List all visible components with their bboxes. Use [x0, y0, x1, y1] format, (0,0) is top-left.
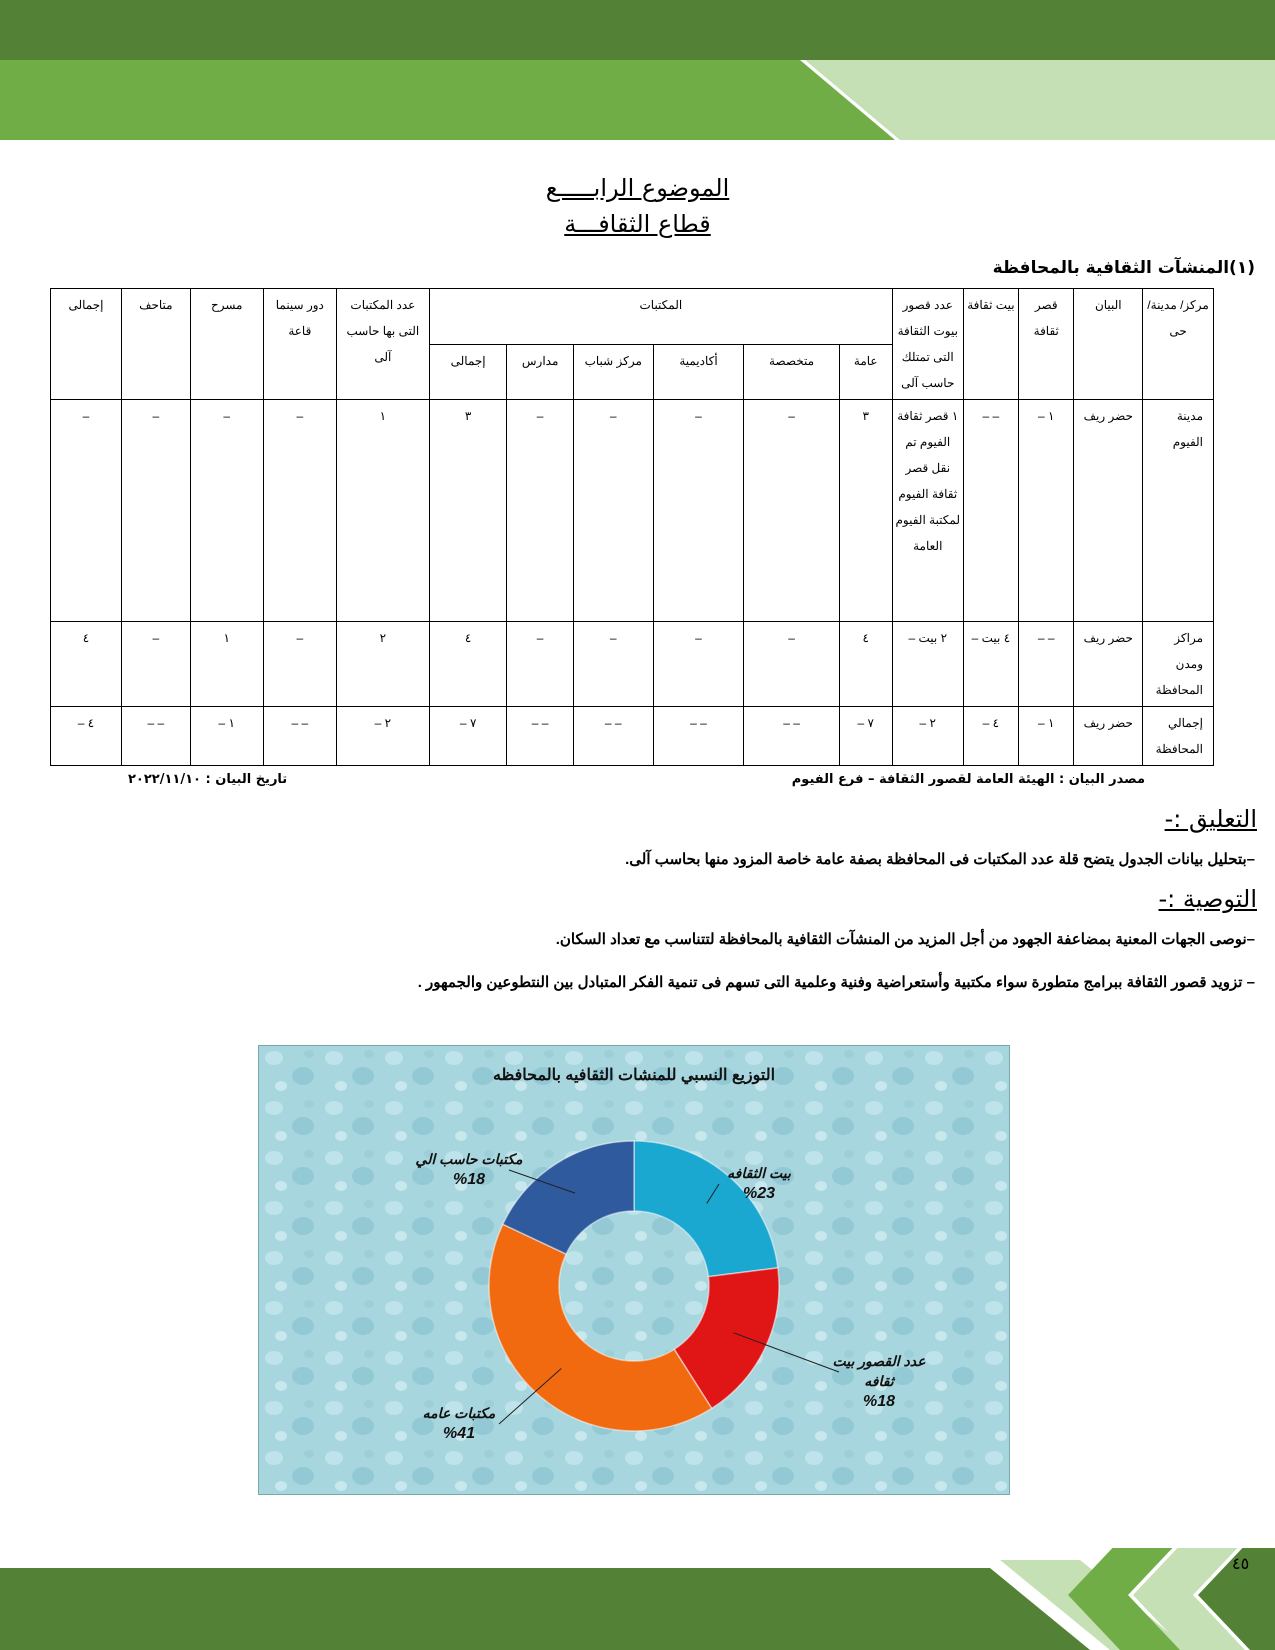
- cell-qasr: ١ –: [1019, 707, 1074, 766]
- source-note: مصدر البيان : الهيئة العامة لقصور الثقافة – فرع الفيوم: [791, 772, 1145, 787]
- cell-lib-specialized: – –: [744, 707, 839, 766]
- slice-percent: %18: [862, 1393, 896, 1410]
- header-bait: بيت ثقافة: [963, 289, 1018, 400]
- header-lib-specialized: متخصصة: [744, 344, 839, 400]
- comment-text: –بتحليل بيانات الجدول يتضح قلة عدد المكتبات فى المحافظة بصفة عامة خاصة المزود منها بحاسب آلى.: [625, 851, 1255, 868]
- cell-lib-schools: –: [507, 400, 573, 622]
- chart-canvas: [259, 1046, 1009, 1494]
- cell-qasr: – –: [1019, 622, 1074, 707]
- cell-lib-schools: – –: [507, 707, 573, 766]
- recommendation-item: – تزويد قصور الثقافة ببرامج متطورة سواء مكتبية وأستعراضية وفنية وعلمية التى تسهم فى تنمية الفكر المتبادل بين النتطوعين والجمهور .: [417, 974, 1255, 991]
- cell-lib-total: ٣: [429, 400, 507, 622]
- sector-title: قطاع الثقافـــة: [564, 210, 711, 238]
- header-cinema: دور سينما قاعة: [263, 289, 336, 400]
- header-theater: مسرح: [190, 289, 263, 400]
- header-lib-public: عامة: [839, 344, 892, 400]
- cell-total: ٤ –: [51, 707, 122, 766]
- cell-cinema: –: [263, 400, 336, 622]
- header-libs-computer: عدد المكتبات التى بها حاسب آلى: [336, 289, 429, 400]
- table-header-row: [51, 289, 1214, 345]
- cell-lib-public: ٤: [839, 622, 892, 707]
- cell-lib-specialized: –: [744, 622, 839, 707]
- header-museums: متاحف: [122, 289, 191, 400]
- slice-label: عدد القصور بيت: [832, 1353, 926, 1369]
- header-lib-academic: أكاديمية: [653, 344, 744, 400]
- cell-lib-schools: –: [507, 622, 573, 707]
- cell-qusur-computer: ٢ بيت –: [892, 622, 963, 707]
- cell-theater: ١ –: [190, 707, 263, 766]
- footer-banner: [0, 1548, 1275, 1650]
- comment-title: التعليق :-: [1164, 805, 1257, 833]
- cell-bait: ٤ –: [963, 707, 1018, 766]
- cell-lib-academic: –: [653, 400, 744, 622]
- cell-qusur-computer: ١ قصر ثقافة الفيوم تم نقل قصر ثقافة الفيوم لمكتبة الفيوم العامة: [892, 400, 963, 622]
- cell-bayan: حضر ريف: [1074, 622, 1143, 707]
- cell-libs-computer: ١: [336, 400, 429, 622]
- cell-total: ٤: [51, 622, 122, 707]
- header-total: إجمالى: [51, 289, 122, 400]
- slice-label: بيت الثقافه: [727, 1165, 791, 1181]
- cell-theater: –: [190, 400, 263, 622]
- donut-chart: [258, 1045, 1010, 1495]
- cell-lib-youth: –: [573, 400, 653, 622]
- cell-lib-public: ٧ –: [839, 707, 892, 766]
- cell-cinema: –: [263, 622, 336, 707]
- slice-label-line2: ثقافه: [864, 1373, 894, 1389]
- slice-label: مكتبات حاسب الي: [415, 1151, 523, 1167]
- cell-markaz: إجمالي المحافظة: [1143, 707, 1214, 766]
- table-row: [51, 400, 1214, 622]
- cell-bayan: حضر ريف: [1074, 707, 1143, 766]
- cell-lib-academic: – –: [653, 707, 744, 766]
- slice-label: مكتبات عامه: [422, 1405, 496, 1421]
- table-row: [51, 622, 1214, 707]
- recommendation-item: –نوصى الجهات المعنية بمضاعفة الجهود من أجل المزيد من المنشآت الثقافية بالمحافظة لتتناسب مع تعداد السكان.: [555, 931, 1255, 948]
- cell-total: –: [51, 400, 122, 622]
- header-bayan: البيان: [1074, 289, 1143, 400]
- header-qusur-computer: عدد قصور بيوت الثقافة التى تمتلك حاسب آلى: [892, 289, 963, 400]
- header-qasr: قصر ثقافة: [1019, 289, 1074, 400]
- cell-lib-total: ٧ –: [429, 707, 507, 766]
- cell-markaz: مدينة الفيوم: [1143, 400, 1214, 622]
- date-note: تاريخ البيان : ٢٠٢٢/١١/١٠: [128, 772, 288, 787]
- chart-title: التوزيع النسبي للمنشات الثقافيه بالمحافظه: [492, 1067, 776, 1084]
- section-heading: (١)المنشآت الثقافية بالمحافظة: [992, 258, 1255, 278]
- cell-museums: –: [122, 400, 191, 622]
- header-lib-youth: مركز شباب: [573, 344, 653, 400]
- topic-title: الموضوع الرابـــــع: [545, 174, 730, 202]
- slice-percent: %41: [442, 1425, 476, 1442]
- cell-lib-public: ٣: [839, 400, 892, 622]
- page-number: ٤٥: [1232, 1554, 1250, 1573]
- cell-museums: – –: [122, 707, 191, 766]
- cell-lib-academic: –: [653, 622, 744, 707]
- cell-lib-specialized: –: [744, 400, 839, 622]
- header-lib-schools: مدارس: [507, 344, 573, 400]
- cultural-facilities-table: [50, 288, 1214, 766]
- header-markaz: مركز/ مدينة/حى: [1143, 289, 1214, 400]
- cell-bait: – –: [963, 400, 1018, 622]
- cell-libs-computer: ٢ –: [336, 707, 429, 766]
- cell-museums: –: [122, 622, 191, 707]
- cell-lib-youth: –: [573, 622, 653, 707]
- header-libraries: المكتبات: [429, 289, 892, 345]
- cell-markaz: مراكز ومدن المحافظة: [1143, 622, 1214, 707]
- cell-bayan: حضر ريف: [1074, 400, 1143, 622]
- table-row: [51, 707, 1214, 766]
- slice-percent: %18: [452, 1171, 486, 1188]
- cell-lib-total: ٤: [429, 622, 507, 707]
- cell-bait: ٤ بيت –: [963, 622, 1018, 707]
- cell-theater: ١: [190, 622, 263, 707]
- cell-qusur-computer: ٢ –: [892, 707, 963, 766]
- cell-cinema: – –: [263, 707, 336, 766]
- cell-lib-youth: – –: [573, 707, 653, 766]
- page-titles: [0, 170, 1275, 242]
- recommendation-title: التوصية :-: [1158, 885, 1257, 913]
- cell-libs-computer: ٢: [336, 622, 429, 707]
- slice-percent: %23: [742, 1185, 776, 1202]
- header-lib-total: إجمالى: [429, 344, 507, 400]
- header-banner: [0, 0, 1275, 140]
- cell-qasr: ١ –: [1019, 400, 1074, 622]
